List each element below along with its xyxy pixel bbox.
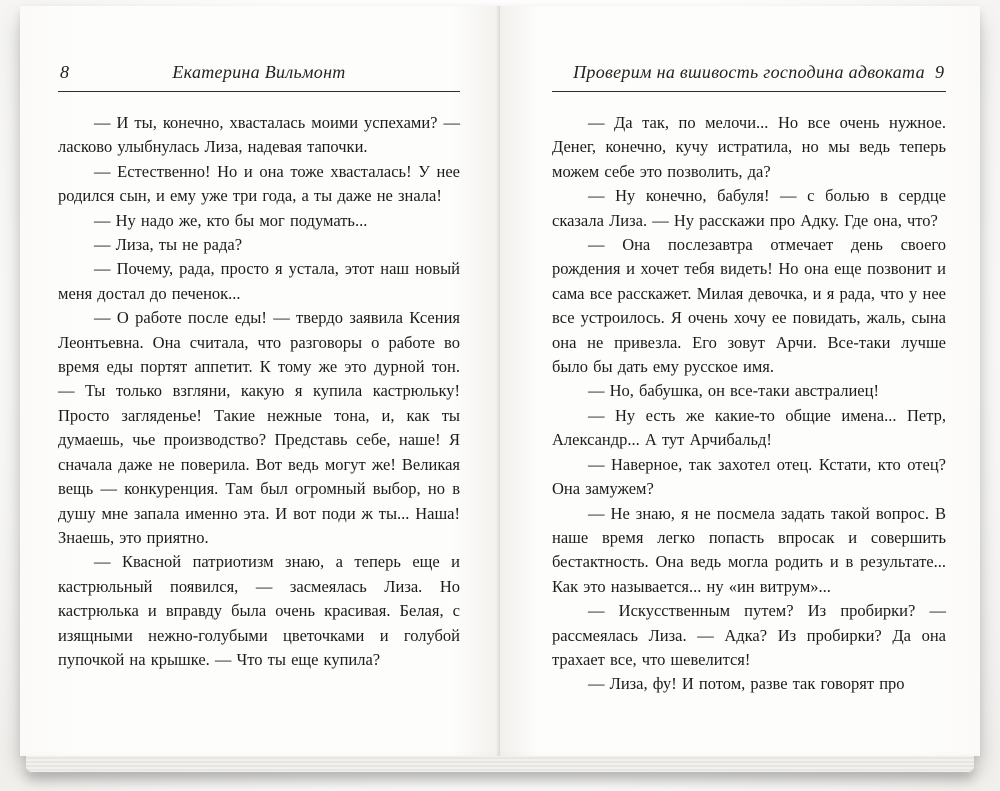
paragraph: — Лиза, ты не рада? bbox=[94, 235, 243, 255]
paragraph: — Естественно! Но и она тоже хвасталась! У нее родился сын, и ему уже три года, а ты даже не знала! bbox=[58, 161, 460, 206]
paragraph: — Квасной патриотизм знаю, а теперь еще и кастрюльный появился, — засмеялась Лиза. Но кастрюлька и вправду была очень красивая. Белая, с изящными нежно-голубыми цветочками и голубой пупочкой на крышке. — Что ты еще купила? bbox=[58, 552, 460, 669]
right-page-header bbox=[552, 62, 946, 88]
page-edges bbox=[26, 756, 974, 772]
paragraph: — Да так, по мелочи... Но все очень нужное. Денег, конечно, кучу истратила, но мы ведь теперь можем себе это позволить, да? bbox=[552, 113, 946, 181]
paragraph: — О работе после еды! — твердо заявила Ксения Леонтьевна. Она считала, что разговоры о работе во время еды портят аппетит. К тому же это дурной тон. — Ты только взгляни, какую я купила кастрюльку! Просто загляденье! Такие нежные тона, и, как ты думаешь, чье производство? Представь себе, наше! Я сначала даже не поверила. Вот ведь могут же! Великая вещь — конкуренция. Там был огромный выбор, но в душу мне запала именно эта. И вот поди ж ты... Наша! Знаешь, это приятно. bbox=[58, 308, 460, 547]
paragraph: — Не знаю, я не посмела задать такой вопрос. В наше время легко попасть впросак и совершить бестактность. Она ведь могла родить и в результате... Как это называется... ну «ин витрум»... bbox=[552, 503, 946, 596]
paragraph: — Но, бабушка, он все-таки австралиец! bbox=[588, 381, 879, 401]
paragraph: — Наверное, так захотел отец. Кстати, кто отец? Она замужем? bbox=[552, 454, 946, 499]
right-running-title: Проверим на вшивость господина адвоката bbox=[573, 62, 925, 82]
paragraph: — Почему, рада, просто я устала, этот наш новый меня достал до печенок... bbox=[58, 259, 460, 303]
paragraph: — Искусственным путем? Из пробирки? — рассмеялась Лиза. — Адка? Из пробирки? Да она трахает все, что шевелится! bbox=[552, 601, 946, 669]
paragraph: — Она послезавтра отмечает день своего рождения и хочет тебя видеть! Но она еще позвонит и сама все расскажет. Милая девочка, и я рада, что у нее все устроилось. Я очень хочу ее повидать, жаль, сына она не привезла. Его зовут Арчи. Все-таки лучше было бы дать ему русское имя. bbox=[552, 235, 946, 377]
left-page-text bbox=[58, 111, 460, 672]
paragraph: — Лиза, фу! И потом, разве так говорят про bbox=[588, 674, 905, 694]
left-page-number: 8 bbox=[60, 62, 69, 82]
open-book bbox=[20, 6, 980, 756]
page-left bbox=[20, 6, 500, 756]
left-page-header bbox=[58, 62, 460, 88]
paragraph: — Ну конечно, бабуля! — с болью в сердце сказала Лиза. — Ну расскажи про Адку. Где она, что? bbox=[552, 186, 946, 230]
paragraph: — Ну надо же, кто бы мог подумать... bbox=[94, 210, 368, 230]
right-page-text bbox=[552, 111, 946, 697]
right-page-number: 9 bbox=[935, 62, 944, 82]
left-running-title: Екатерина Вильмонт bbox=[172, 62, 346, 82]
right-header-rule bbox=[552, 91, 946, 92]
paragraph: — И ты, конечно, хвасталась моими успехами? — ласково улыбнулась Лиза, надевая тапочки. bbox=[58, 113, 460, 157]
left-header-rule bbox=[58, 91, 460, 92]
page-right bbox=[500, 6, 980, 756]
paragraph: — Ну есть же какие-то общие имена... Петр, Александр... А тут Арчибальд! bbox=[552, 405, 946, 450]
